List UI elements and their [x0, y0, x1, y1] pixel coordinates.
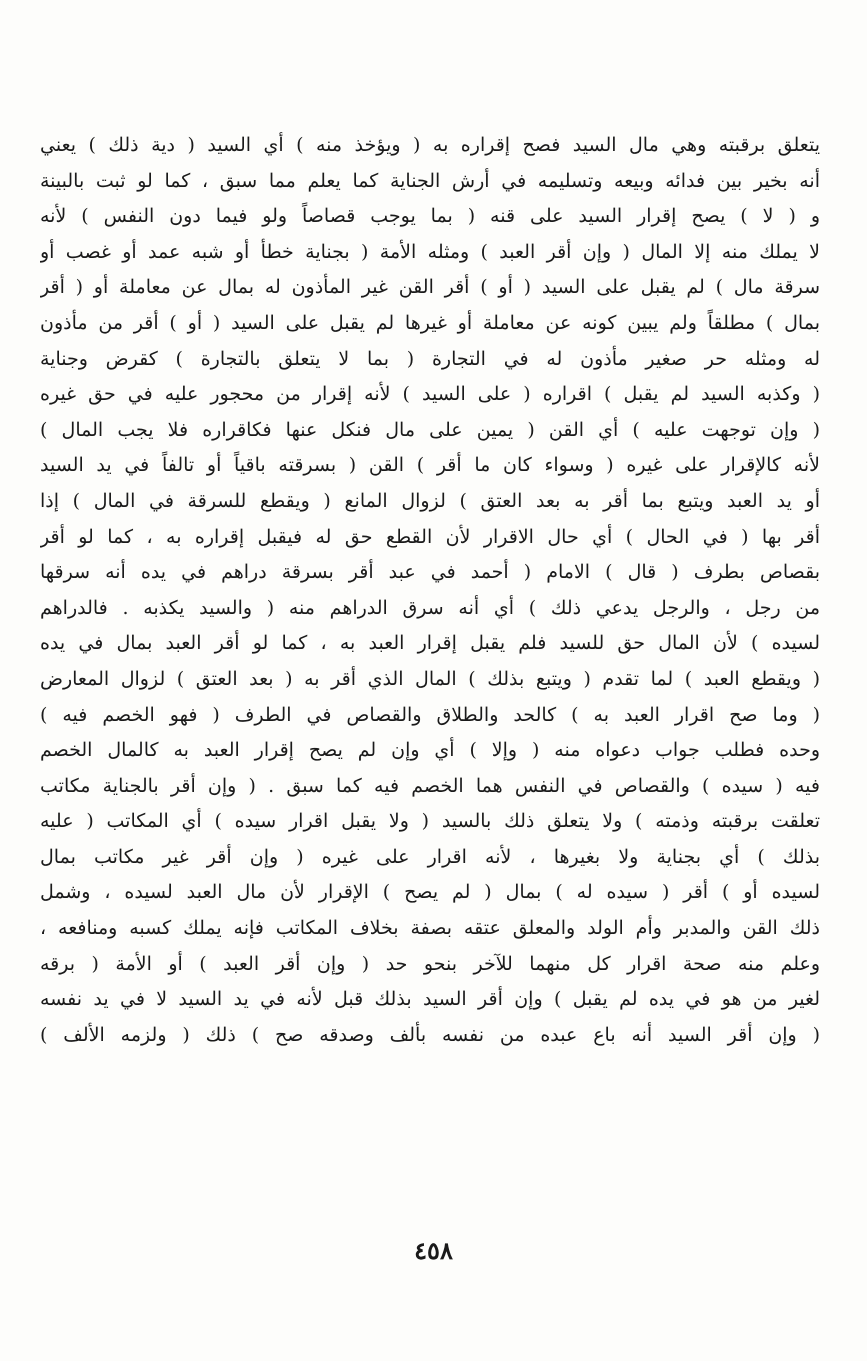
text-line: يتعلق برقبته وهي مال السيد فصح إقراره به ( ويؤخذ منه ) أي السيد ( دية ذلك ) يعني [40, 134, 820, 156]
text-line: وعلم منه صحة اقرار كل منهما للآخر بنحو حد ( وإن أقر العبد ) أو الأمة ( برقه [40, 952, 820, 975]
body-text [40, 128, 820, 1053]
text-line: ( وإن توجهت عليه ) أي القن ( يمين على مال فنكل عنها فكاقراره فلا يجب المال ) [40, 418, 820, 441]
text-line: ذلك القن والمدبر وأم الولد والمعلق عتقه بصفة بخلاف المكاتب فإنه يملك كسبه ومنافعه ، [40, 917, 820, 940]
page-number: ٤٥٨ [414, 1236, 453, 1265]
text-line: لا يملك منه إلا المال ( وإن أقر العبد ) ومثله الأمة ( بجناية خطأ أو شبه عمد أو غصب أو [40, 240, 820, 263]
text-line: أو يد العبد ويتبع بما أقر به بعد العتق ) لزوال المانع ( ويقطع للسرقة في المال ) إذا [40, 489, 820, 512]
text-line: ( وكذبه السيد لم يقبل ) اقراره ( على السيد ) لأنه إقرار من محجور عليه في حق غيره [40, 383, 820, 406]
text-line: لسيده أو ) أقر ( سيده له ) بمال ( لم يصح ) الإقرار لأن مال العبد لسيده ، وشمل [40, 881, 820, 904]
text-line: وحده فطلب جواب دعواه منه ( وإلا ) أي وإن لم يصح إقرار العبد به كالمال الخصم [40, 739, 820, 762]
text-line: سرقة مال ) لم يقبل على السيد ( أو ) أقر القن غير المأذون له بمال عن معاملة أو ( أقر [40, 276, 820, 299]
text-line: بمال ) مطلقاً ولم يبين كونه عن معاملة أو غيرها لم يقبل على السيد ( أو ) أقر من مأذون [40, 311, 820, 334]
text-line: لأنه كالإقرار على غيره ( وسواء كان ما أقر ) القن ( بسرقته باقياً أو تالفاً في يد السيد [40, 454, 820, 477]
text-line: أقر بها ( في الحال ) أي حال الاقرار لأن القطع حق له فيقبل إقراره به ، كما لو أقر [40, 525, 820, 548]
text-line: فيه ( سيده ) والقصاص في النفس هما الخصم فيه كما سبق . ( وإن أقر بالجناية مكاتب [40, 774, 820, 797]
text-line: ( وما صح اقرار العبد به ) كالحد والطلاق والقصاص في الطرف ( فهو الخصم فيه ) [40, 703, 820, 726]
text-line: بذلك ) أي بجناية ولا بغيرها ، لأنه اقرار على غيره ( وإن أقر غير مكاتب بمال [40, 845, 820, 868]
text-line: له ومثله حر صغير مأذون له في التجارة ( بما لا يتعلق بالتجارة ) كقرض وجناية [40, 347, 820, 370]
text-line: تعلقت برقبته وذمته ) ولا يتعلق ذلك بالسيد ( ولا يقبل اقرار سيده ) أي المكاتب ( عليه [40, 810, 820, 833]
text-line: لسيده ) لأن المال حق للسيد فلم يقبل إقرار العبد به ، كما لو أقر العبد بمال في يده [40, 632, 820, 655]
text-line: من رجل ، والرجل يدعي ذلك ) أي أنه سرق الدراهم منه ( والسيد يكذبه . فالدراهم [40, 596, 820, 619]
text-line: لغير من هو في يده لم يقبل ) وإن أقر السيد بذلك قبل لأنه في يد السيد لا في يد نفسه [40, 988, 820, 1011]
text-line: و ( لا ) يصح إقرار السيد على قنه ( بما يوجب قصاصاً ولو فيما دون النفس ) لأنه [40, 205, 820, 228]
text-line: ( وإن أقر السيد أنه باع عبده من نفسه بألف وصدقه صح ) ذلك ( ولزمه الألف ) [40, 1023, 820, 1046]
text-line: أنه بخير بين فدائه وبيعه وتسليمه في أرش الجناية كما يعلم مما سبق ، كما لو ثبت بالبينة [40, 169, 820, 192]
text-line: بقصاص بطرف ( قال ) الامام ( أحمد في عبد أقر بسرقة دراهم في يده أنه سرقها [40, 561, 820, 584]
text-line: ( ويقطع العبد ) لما تقدم ( ويتبع بذلك ) المال الذي أقر به ( بعد العتق ) لزوال المعارض [40, 667, 820, 690]
